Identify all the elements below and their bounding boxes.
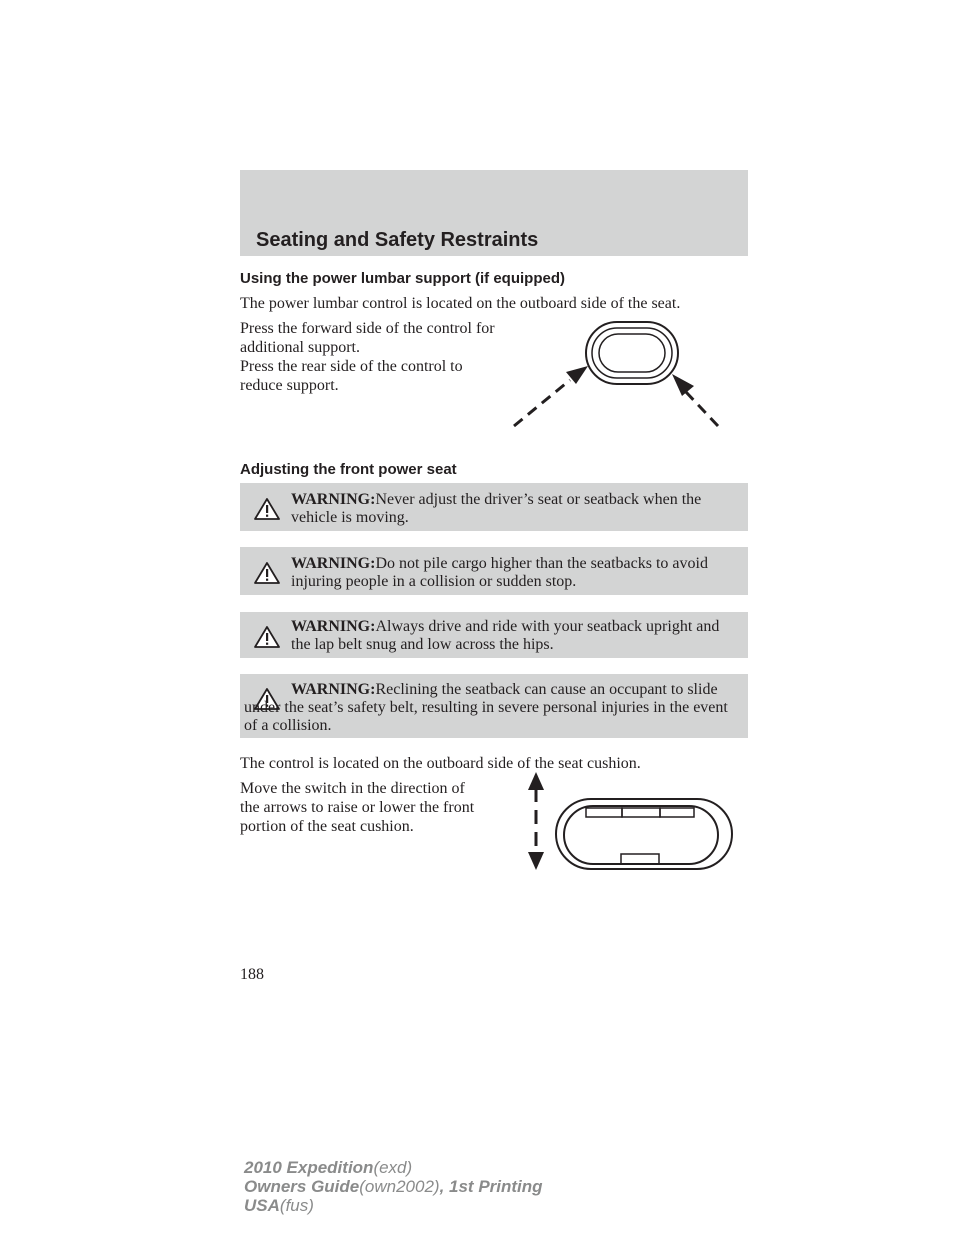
warning-body: Reclining the seatback can cause an occupant to slide under the seat’s safety belt, resulting in severe personal injuries in the event of a collision.: [244, 681, 728, 734]
warning-box: [240, 483, 748, 531]
warning-body: Do not pile cargo higher than the seatbacks to avoid injuring people in a collision or sudden stop.: [291, 555, 708, 590]
lumbar-intro: The power lumbar control is located on the outboard side of the seat.: [240, 295, 681, 312]
warning-body: Never adjust the driver’s seat or seatback when the vehicle is moving.: [291, 491, 702, 526]
warning-label: WARNING:: [291, 618, 376, 635]
warning-box: [240, 547, 748, 595]
footer: [244, 1158, 543, 1215]
warning-label: WARNING:: [291, 555, 376, 572]
warning-box: [240, 612, 748, 658]
footer-printing: , 1st Printing: [439, 1177, 543, 1196]
footer-model-code: (exd): [373, 1158, 413, 1177]
warning-triangle-icon: [254, 497, 280, 521]
seat-move-switch: Move the switch in the direction of the arrows to raise or lower the front portion of the seat cushion.: [240, 780, 475, 835]
warning-box: [240, 674, 748, 738]
page-number: 188: [240, 966, 264, 983]
warning-text: [291, 491, 742, 527]
footer-guide-code: (own2002): [359, 1177, 440, 1196]
seat-control-location: The control is located on the outboard side of the seat cushion.: [240, 755, 641, 772]
lumbar-forward: Press the forward side of the control for additional support.: [240, 320, 495, 356]
warning-label: WARNING:: [291, 491, 376, 508]
footer-guide: Owners Guide: [244, 1177, 360, 1196]
warning-triangle-icon: [254, 625, 280, 649]
warning-text: [291, 618, 742, 654]
warning-text: [244, 681, 742, 735]
section-title: Seating and Safety Restraints: [256, 229, 539, 251]
warning-triangle-icon: [254, 561, 280, 585]
warning-body: Always drive and ride with your seatback upright and the lap belt snug and low across the hips.: [291, 618, 720, 653]
seat-switch-diagram: [520, 770, 735, 872]
lumbar-rear: Press the rear side of the control to reduce support.: [240, 358, 463, 394]
footer-model: 2010 Expedition: [244, 1158, 374, 1177]
lumbar-heading: Using the power lumbar support (if equipped): [240, 270, 565, 287]
footer-market: USA: [244, 1196, 280, 1215]
lumbar-control-diagram: [510, 320, 730, 432]
warning-label: WARNING:: [291, 681, 376, 698]
warning-text: [291, 555, 742, 591]
section-header: [240, 170, 748, 256]
seat-heading: Adjusting the front power seat: [240, 461, 457, 478]
footer-market-code: (fus): [279, 1196, 314, 1215]
